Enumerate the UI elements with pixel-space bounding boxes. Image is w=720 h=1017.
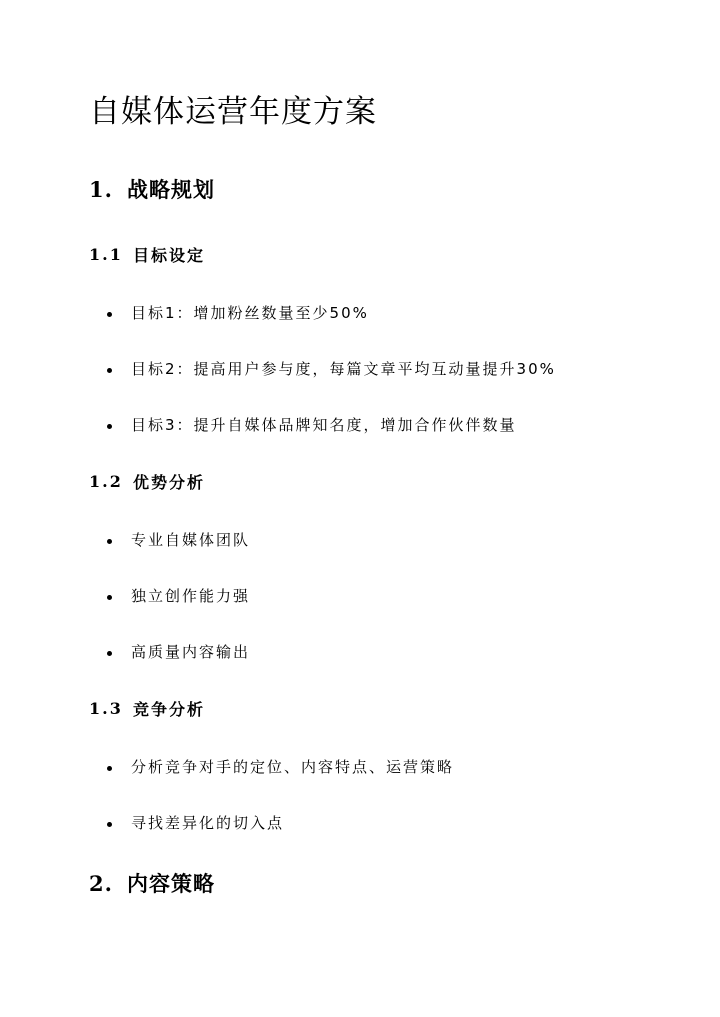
list-item-text: 目标3：提升自媒体品牌知名度，增加合作伙伴数量 — [131, 416, 517, 434]
document-title: 自媒体运营年度方案 — [89, 94, 377, 130]
list-item-text: 目标2：提高用户参与度，每篇文章平均互动量提升30% — [131, 360, 556, 378]
list-item-text: 分析竞争对手的定位、内容特点、运营策略 — [131, 758, 455, 776]
bullet-icon — [107, 368, 112, 373]
list-item-text: 专业自媒体团队 — [131, 531, 251, 549]
section-number: 1. — [89, 176, 113, 202]
bullet-icon — [107, 539, 112, 544]
section-heading-strategy — [89, 174, 215, 204]
list-item-text: 目标1：增加粉丝数量至少50% — [131, 304, 369, 322]
list-item — [107, 529, 250, 550]
bullet-icon — [107, 651, 112, 656]
list-item-text: 高质量内容输出 — [131, 643, 251, 661]
subsection-title: 目标设定 — [133, 246, 206, 265]
list-item-text: 寻找差异化的切入点 — [131, 814, 285, 832]
section-number: 2. — [89, 870, 113, 896]
subsection-number: 1.3 — [89, 699, 123, 718]
bullet-icon — [107, 766, 112, 771]
list-item — [107, 358, 556, 379]
section-title: 战略规划 — [127, 177, 215, 202]
section-heading-content — [89, 868, 215, 898]
subsection-title: 竞争分析 — [133, 700, 206, 719]
bullet-icon — [107, 424, 112, 429]
subsection-heading-strengths — [89, 470, 205, 493]
section-title: 内容策略 — [127, 871, 215, 896]
subsection-number: 1.2 — [89, 472, 123, 491]
bullet-icon — [107, 312, 112, 317]
list-item — [107, 756, 454, 777]
subsection-number: 1.1 — [89, 245, 123, 264]
list-item — [107, 641, 250, 662]
list-item-text: 独立创作能力强 — [131, 587, 251, 605]
bullet-icon — [107, 595, 112, 600]
list-item — [107, 414, 517, 435]
subsection-heading-goals — [89, 243, 205, 266]
bullet-icon — [107, 822, 112, 827]
list-item — [107, 812, 284, 833]
subsection-heading-competition — [89, 697, 205, 720]
list-item — [107, 302, 369, 323]
subsection-title: 优势分析 — [133, 473, 206, 492]
list-item — [107, 585, 250, 606]
